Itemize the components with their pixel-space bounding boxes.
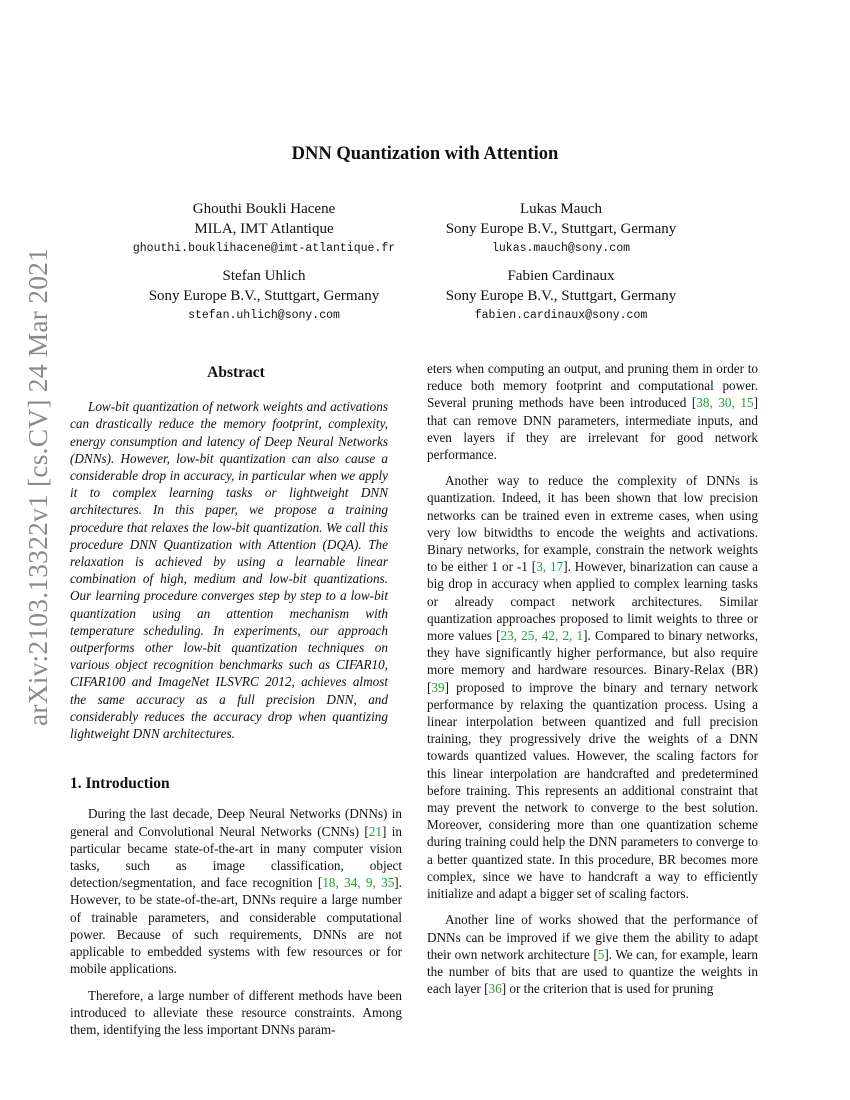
citation-link[interactable]: 36 [488, 981, 502, 997]
author-affiliation: Sony Europe B.V., Stuttgart, Germany [148, 288, 380, 304]
author-name: Fabien Cardinaux [507, 268, 615, 284]
intro-paragraph-2: Therefore, a large number of different methods have been introduced to alleviate these resource constraints. Among them, identifying the less important DNNs param- [70, 987, 402, 1037]
intro-paragraph-1: During the last decade, Deep Neural Networks (DNNs) in general and Convolutional Neural Networks (CNNs) [21] in particular became state-of-the-art in many computer vision tasks, such as image classification, object detection/segmentation, and face recognition [18, 34, 9, 35]. However, to be state-of-the-art, DNNs require a large number of trainable parameters, and considerable computational power. Because of such requirements, DNNs are not applicable to embedded systems with few resources or for mobile applications. [70, 806, 402, 977]
right-column [427, 360, 758, 1006]
arxiv-sidebar-stamp [18, 247, 58, 727]
arxiv-id: arXiv:2103.13322v1 [cs.CV] 24 Mar 2021 [22, 247, 53, 727]
citation-link[interactable]: 18, 34, 9, 35 [322, 875, 395, 891]
paper-title: DNN Quantization with Attention [291, 144, 559, 164]
author-block [391, 266, 731, 326]
abstract-heading: Abstract [207, 364, 265, 381]
author-block [391, 199, 731, 259]
abstract-text: Low-bit quantization of network weights and activations can drastically reduce the memory footprint, complexity, energy consumption and latency of Deep Neural Networks (DNNs). However, low-bit quantization can also cause a considerable drop in accuracy, in particular when we apply it to complex learning tasks or lightweight DNN architectures. In this paper, we propose a training procedure that relaxes the low-bit quantization. We call this procedure DNN Quantization with Attention (DQA). The relaxation is achieved by using a learnable linear combination of high, medium and low-bit quantizations. Our learning procedure converges step by step to a low-bit quantization using an attention mechanism with temperature scheduling. In experiments, our approach outperforms other low-bit quantization techniques on various object recognition benchmarks such as CIFAR10, CIFAR100 and ImageNet ILSVRC 2012, achieves almost the same accuracy as a full precision DNN, and considerably reduces the accuracy drop when quantizing lightweight DNN architectures. [70, 399, 388, 742]
section-heading-introduction: 1. Introduction [70, 775, 170, 793]
author-block [94, 199, 434, 259]
citation-link[interactable]: 5 [597, 946, 605, 962]
author-name: Ghouthi Boukli Hacene [192, 201, 336, 217]
citation-link[interactable]: 38, 30, 15 [696, 395, 754, 411]
body-paragraph-3: Another line of works showed that the performance of DNNs can be improved if we give them the ability to adapt their own network architecture [5]. We can, for example, learn the number of bits that are used to quantize the weights in each layer [36] or the criterion that is used for pruning [427, 912, 758, 997]
body-paragraph-1: eters when computing an output, and pruning them in order to reduce both memory footprint and computational power. Several pruning methods have been introduced [38, 30, 15] that can remove DNN parameters, intermediate inputs, and even layers if they are irrelevant for good network performance. [427, 361, 758, 463]
author-email: ghouthi.bouklihacene@imt-atlantique.fr [132, 242, 396, 255]
citation-link[interactable]: 23, 25, 42, 2, 1 [500, 628, 584, 644]
author-name: Lukas Mauch [519, 201, 603, 217]
citation-link[interactable]: 3, 17 [536, 559, 564, 575]
citation-link[interactable]: 39 [431, 679, 445, 695]
author-affiliation: Sony Europe B.V., Stuttgart, Germany [445, 288, 677, 304]
left-column [70, 360, 402, 1047]
author-block [94, 266, 434, 326]
author-email: fabien.cardinaux@sony.com [474, 309, 648, 322]
body-paragraph-2: Another way to reduce the complexity of DNNs is quantization. Indeed, it has been shown that low precision networks can be trained even in extreme cases, when using very low bitwidths to encode the weights and activations. Binary networks, for example, constrain the network weights to be either 1 or -1 [3, 17]. However, binarization can cause a big drop in accuracy when applied to complex learning tasks or already compact network architectures. Similar quantization approaches proposed to limit weights to three or more values [23, 25, 42, 2, 1]. Compared to binary networks, they have significantly higher performance, but also require more memory and hardware resources. Binary-Relax (BR) [39] proposed to improve the binary and ternary network performance by relaxing the quantization process. Using a linear interpolation between quantized and full precision training, they progressively drive the weights of a DNN towards quantized values. However, the scaling factors for this linear interpolation are handcrafted and predetermined before training. This represents an additional constraint that may prevent the network to converge to the best solution. Moreover, considering more than one quantization scheme during training could help the DNN parameters to converge to a better quantized state. In this procedure, BR becomes more complex, since we have to handcraft a way to efficiently initialize and adapt a bigger set of scaling factors. [427, 473, 759, 902]
citation-link[interactable]: 21 [368, 823, 382, 839]
author-affiliation: MILA, IMT Atlantique [194, 221, 334, 237]
author-affiliation: Sony Europe B.V., Stuttgart, Germany [445, 221, 677, 237]
author-name: Stefan Uhlich [222, 268, 306, 284]
author-email: lukas.mauch@sony.com [491, 242, 631, 255]
author-email: stefan.uhlich@sony.com [188, 309, 340, 322]
